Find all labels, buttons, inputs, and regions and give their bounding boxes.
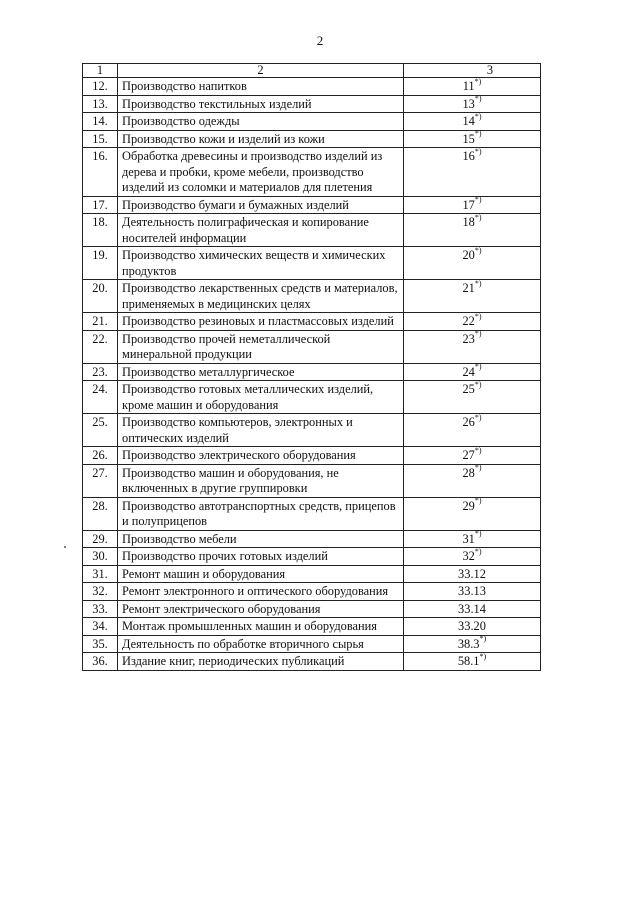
- code-value: 20: [462, 248, 475, 262]
- okved-code: [404, 653, 541, 671]
- table-row: [83, 330, 541, 363]
- okved-code: [404, 130, 541, 148]
- okved-code: [404, 247, 541, 280]
- table-row: [83, 363, 541, 381]
- row-number: 31.: [83, 565, 118, 583]
- row-number: 12.: [83, 78, 118, 96]
- table-row: [83, 635, 541, 653]
- row-number: 27.: [83, 464, 118, 497]
- footnote-mark: *): [474, 212, 482, 222]
- activity-name: Ремонт электронного и оптического оборудования: [118, 583, 404, 601]
- row-number: 36.: [83, 653, 118, 671]
- table-row: [83, 313, 541, 331]
- okved-code: [404, 548, 541, 566]
- header-col-2: 2: [118, 64, 404, 78]
- code-value: 27: [462, 448, 475, 462]
- header-col-1: 1: [83, 64, 118, 78]
- scan-speck: [64, 546, 66, 548]
- row-number: 16.: [83, 148, 118, 197]
- code-value: 17: [462, 197, 475, 212]
- code-value: 18: [462, 215, 475, 229]
- code-value: 33.13: [458, 584, 486, 598]
- table-row: [83, 247, 541, 280]
- code-value: 58.1: [457, 654, 480, 668]
- code-value: 22: [462, 314, 475, 328]
- table-header-row: [83, 64, 541, 78]
- footnote-mark: *): [474, 412, 482, 422]
- row-number: 15.: [83, 130, 118, 148]
- row-number: 33.: [83, 600, 118, 618]
- table-row: [83, 381, 541, 414]
- table-row: [83, 113, 541, 131]
- footnote-mark: *): [474, 463, 482, 473]
- code-value: 15: [462, 131, 475, 146]
- activity-name: Деятельность по обработке вторичного сырья: [118, 635, 404, 653]
- row-number: 26.: [83, 447, 118, 465]
- okved-code: [404, 447, 541, 465]
- activity-name: Издание книг, периодических публикаций: [118, 653, 404, 671]
- footnote-mark: *): [474, 111, 482, 121]
- row-number: 29.: [83, 530, 118, 548]
- table-row: [83, 196, 541, 214]
- activity-name: Производство химических веществ и химических продуктов: [118, 247, 404, 280]
- row-number: 13.: [83, 95, 118, 113]
- footnote-mark: *): [474, 496, 482, 506]
- activity-name: Производство прочей неметаллической минеральной продукции: [118, 330, 404, 363]
- activity-name: Производство компьютеров, электронных и оптических изделий: [118, 414, 404, 447]
- table-row: [83, 130, 541, 148]
- footnote-mark: *): [474, 245, 482, 255]
- row-number: 28.: [83, 497, 118, 530]
- footnote-mark: *): [474, 329, 482, 339]
- row-number: 25.: [83, 414, 118, 447]
- okved-code: [404, 330, 541, 363]
- row-number: 21.: [83, 313, 118, 331]
- footnote-mark: *): [474, 362, 482, 372]
- activity-name: Производство бумаги и бумажных изделий: [118, 196, 404, 214]
- activity-name: Производство автотранспортных средств, прицепов и полуприцепов: [118, 497, 404, 530]
- okved-code: [404, 78, 541, 96]
- okved-code: [404, 635, 541, 653]
- footnote-mark: *): [474, 379, 482, 389]
- code-value: 38.3: [457, 636, 480, 651]
- footnote-mark: *): [474, 94, 482, 104]
- okved-code: [404, 497, 541, 530]
- row-number: 32.: [83, 583, 118, 601]
- code-value: 25: [462, 382, 475, 396]
- activity-name: Монтаж промышленных машин и оборудования: [118, 618, 404, 636]
- footnote-mark: *): [474, 195, 482, 205]
- page-number: 2: [316, 33, 324, 48]
- row-number: 19.: [83, 247, 118, 280]
- okved-code: [404, 113, 541, 131]
- footnote-mark: *): [474, 129, 482, 139]
- row-number: 22.: [83, 330, 118, 363]
- code-value: 16: [462, 149, 475, 163]
- okved-code: [404, 530, 541, 548]
- row-number: 35.: [83, 635, 118, 653]
- activity-name: Производство электрического оборудования: [118, 447, 404, 465]
- okved-code: [404, 414, 541, 447]
- code-value: 31: [462, 531, 475, 546]
- okved-code: [404, 381, 541, 414]
- activity-name: Деятельность полиграфическая и копирование носителей информации: [118, 214, 404, 247]
- activity-name: Производство готовых металлических изделий, кроме машин и оборудования: [118, 381, 404, 414]
- activity-name: Производство лекарственных средств и материалов, применяемых в медицинских целях: [118, 280, 404, 313]
- footnote-mark: *): [474, 529, 482, 539]
- industry-codes-table: [82, 63, 541, 671]
- okved-code: [404, 95, 541, 113]
- code-value: 33.12: [458, 566, 486, 581]
- footnote-mark: *): [474, 76, 482, 86]
- code-value: 24: [462, 364, 475, 379]
- activity-name: Производство резиновых и пластмассовых изделий: [118, 313, 404, 331]
- okved-code: [404, 196, 541, 214]
- okved-code: [404, 565, 541, 583]
- footnote-mark: *): [474, 311, 482, 321]
- code-value: 23: [462, 331, 475, 346]
- footnote-mark: *): [479, 634, 487, 644]
- table-row: [83, 214, 541, 247]
- code-value: 33.20: [458, 619, 486, 633]
- code-value: 28: [462, 465, 475, 480]
- okved-code: [404, 464, 541, 497]
- code-value: 11: [462, 79, 475, 93]
- table-row: [83, 464, 541, 497]
- activity-name: Ремонт машин и оборудования: [118, 565, 404, 583]
- footnote-mark: *): [474, 278, 482, 288]
- table-row: [83, 78, 541, 96]
- row-number: 18.: [83, 214, 118, 247]
- activity-name: Производство одежды: [118, 113, 404, 131]
- table-row: [83, 95, 541, 113]
- activity-name: Производство прочих готовых изделий: [118, 548, 404, 566]
- okved-code: [404, 280, 541, 313]
- activity-name: Производство напитков: [118, 78, 404, 96]
- row-number: 14.: [83, 113, 118, 131]
- okved-code: [404, 618, 541, 636]
- table-row: [83, 565, 541, 583]
- row-number: 30.: [83, 548, 118, 566]
- table-row: [83, 653, 541, 671]
- code-value: 32: [462, 549, 475, 563]
- table-row: [83, 600, 541, 618]
- okved-code: [404, 363, 541, 381]
- activity-name: Ремонт электрического оборудования: [118, 600, 404, 618]
- row-number: 34.: [83, 618, 118, 636]
- header-col-3: 3: [404, 64, 541, 78]
- okved-code: [404, 313, 541, 331]
- code-value: 14: [462, 114, 475, 128]
- okved-code: [404, 214, 541, 247]
- activity-name: Производство текстильных изделий: [118, 95, 404, 113]
- row-number: 23.: [83, 363, 118, 381]
- okved-code: [404, 600, 541, 618]
- table-row: [83, 618, 541, 636]
- activity-name: Производство машин и оборудования, не включенных в другие группировки: [118, 464, 404, 497]
- code-value: 29: [462, 498, 475, 513]
- activity-name: Производство кожи и изделий из кожи: [118, 130, 404, 148]
- activity-name: Производство металлургическое: [118, 363, 404, 381]
- code-value: 33.14: [458, 601, 486, 616]
- row-number: 20.: [83, 280, 118, 313]
- activity-name: Производство мебели: [118, 530, 404, 548]
- footnote-mark: *): [474, 445, 482, 455]
- okved-code: [404, 583, 541, 601]
- table-row: [83, 583, 541, 601]
- table-row: [83, 447, 541, 465]
- activity-name: Обработка древесины и производство изделий из дерева и пробки, кроме мебели, производство изделий из соломки и материалов для плетения: [118, 148, 404, 197]
- row-number: 24.: [83, 381, 118, 414]
- footnote-mark: *): [479, 651, 487, 661]
- table-row: [83, 497, 541, 530]
- table-row: [83, 280, 541, 313]
- okved-code: [404, 148, 541, 197]
- footnote-mark: *): [474, 546, 482, 556]
- table-row: [83, 530, 541, 548]
- code-value: 21: [462, 281, 475, 295]
- table-body: [83, 64, 541, 671]
- code-value: 26: [462, 415, 475, 429]
- row-number: 17.: [83, 196, 118, 214]
- table-row: [83, 548, 541, 566]
- code-value: 13: [462, 96, 475, 111]
- table-row: [83, 148, 541, 197]
- table-row: [83, 414, 541, 447]
- footnote-mark: *): [474, 146, 482, 156]
